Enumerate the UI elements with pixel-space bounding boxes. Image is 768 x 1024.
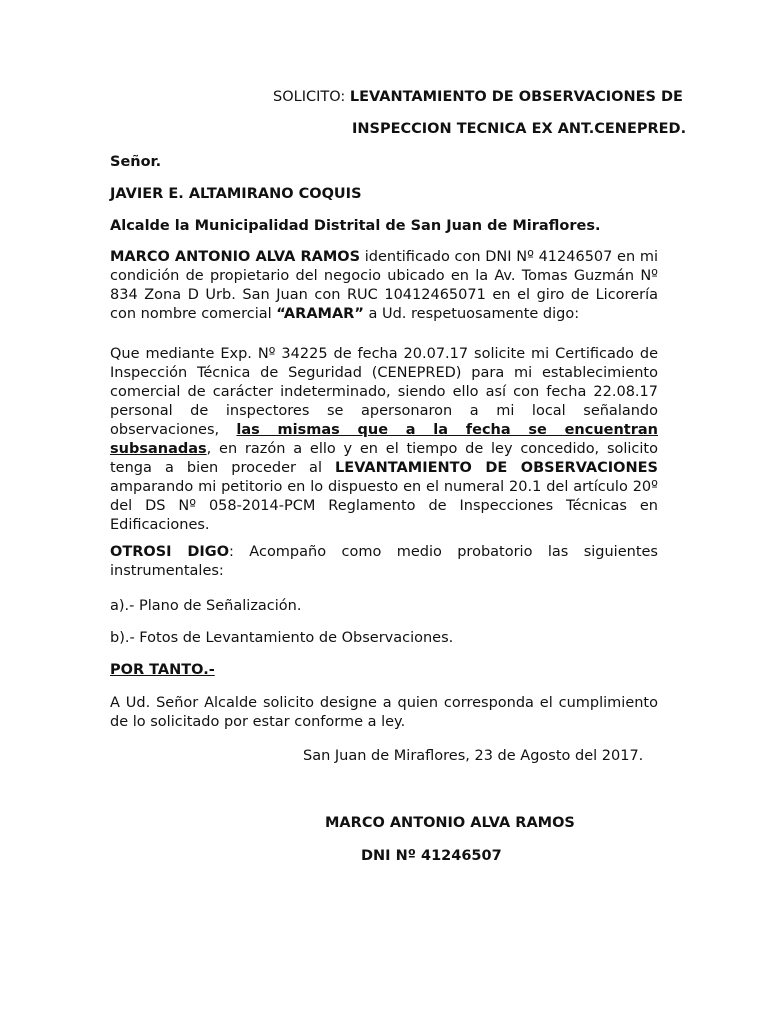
petitioner-name: MARCO ANTONIO ALVA RAMOS xyxy=(110,249,361,265)
date-line: San Juan de Miraflores, 23 de Agosto del 2017. xyxy=(303,748,644,764)
signer-dni: DNI Nº 41246507 xyxy=(361,848,502,864)
paragraph-introduction xyxy=(110,248,658,324)
signer-name: MARCO ANTONIO ALVA RAMOS xyxy=(325,815,575,831)
recipient-title: Alcalde la Municipalidad Distrital de San Juan de Miraflores. xyxy=(110,218,601,234)
otrosi-text: : Acompaño como medio probatorio las siguientes instrumentales: xyxy=(110,544,658,579)
subject-text-1: LEVANTAMIENTO DE OBSERVACIONES DE xyxy=(349,89,683,105)
list-item-b: b).- Fotos de Levantamiento de Observaciones. xyxy=(110,630,454,646)
recipient-name: JAVIER E. ALTAMIRANO COQUIS xyxy=(110,186,362,202)
subject-line-1 xyxy=(273,87,683,107)
por-tanto-heading: POR TANTO.- xyxy=(110,662,215,678)
highlight-text: las mismas que a la fecha se encuentran subsanadas xyxy=(110,422,658,457)
body-bold-text: LEVANTAMIENTO DE OBSERVACIONES xyxy=(335,460,658,476)
body-text-a: Que mediante Exp. Nº 34225 de fecha 20.07.17 solicite mi Certificado de Inspección Técnica de Seguridad (CENEPRED) para mi establecimiento comercial de carácter indeterminado, siendo ello así con fecha 22.08.17 personal de inspectores se apersonaron a mi local señalando observaciones, xyxy=(110,346,658,438)
closing-paragraph: A Ud. Señor Alcalde solicito designe a quien corresponda el cumplimiento de lo solicitado por estar conforme a ley. xyxy=(110,695,658,730)
subject-line-2: INSPECCION TECNICA EX ANT.CENEPRED. xyxy=(352,121,687,137)
brand-name: “ARAMAR” xyxy=(276,306,364,322)
body-text-c: amparando mi petitorio en lo dispuesto en el numeral 20.1 del artículo 20º del DS Nº 058-2014-PCM Reglamento de Inspecciones Técnicas en Edificaciones. xyxy=(110,479,658,533)
paragraph-body xyxy=(110,345,658,535)
body-text-b: , en razón a ello y en el tiempo de ley concedido, solicito tenga a bien proceder al xyxy=(110,441,658,476)
intro-text: identificado con DNI Nº 41246507 en mi condición de propietario del negocio ubicado en la Av. Tomas Guzmán Nº 834 Zona D Urb. San Juan con RUC 10412465071 en el giro de Licorería con nombre comercial xyxy=(110,249,658,322)
intro-text-end: a Ud. respetuosamente digo: xyxy=(363,306,580,322)
solicito-label: SOLICITO: xyxy=(273,89,350,105)
list-item-a: a).- Plano de Señalización. xyxy=(110,598,302,614)
salutation: Señor. xyxy=(110,154,162,170)
otrosi-label: OTROSI DIGO xyxy=(110,544,230,560)
otrosi-paragraph xyxy=(110,543,658,581)
